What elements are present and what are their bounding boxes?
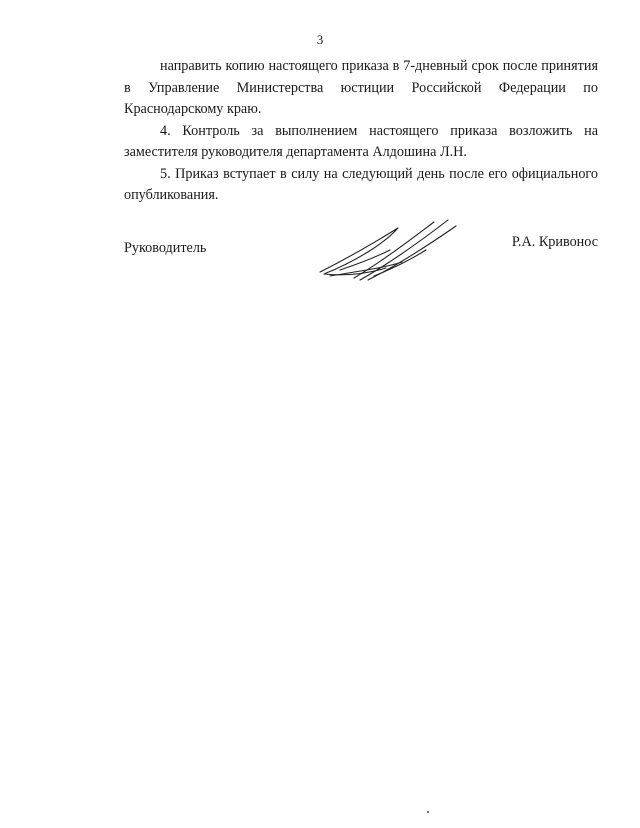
scan-speck xyxy=(427,811,429,813)
page-number: 3 xyxy=(316,32,324,47)
signer-name: Р.А. Кривонос xyxy=(511,234,598,250)
signer-position: Руководитель xyxy=(124,240,207,256)
paragraph-item-5: 5. Приказ вступает в силу на следующий день после его официального опубликования. xyxy=(124,165,598,203)
document-body xyxy=(124,56,598,207)
handwritten-signature xyxy=(314,214,464,282)
signature-block xyxy=(124,232,598,272)
paragraph-continuation: направить копию настоящего приказа в 7-дневный срок после принятия в Управление Министерства юстиции Российской Федерации по Краснодарскому краю. xyxy=(124,58,598,117)
paragraph-item-4: 4. Контроль за выполнением настоящего приказа возложить на заместителя руководителя департамента Алдошина Л.Н. xyxy=(124,122,598,160)
